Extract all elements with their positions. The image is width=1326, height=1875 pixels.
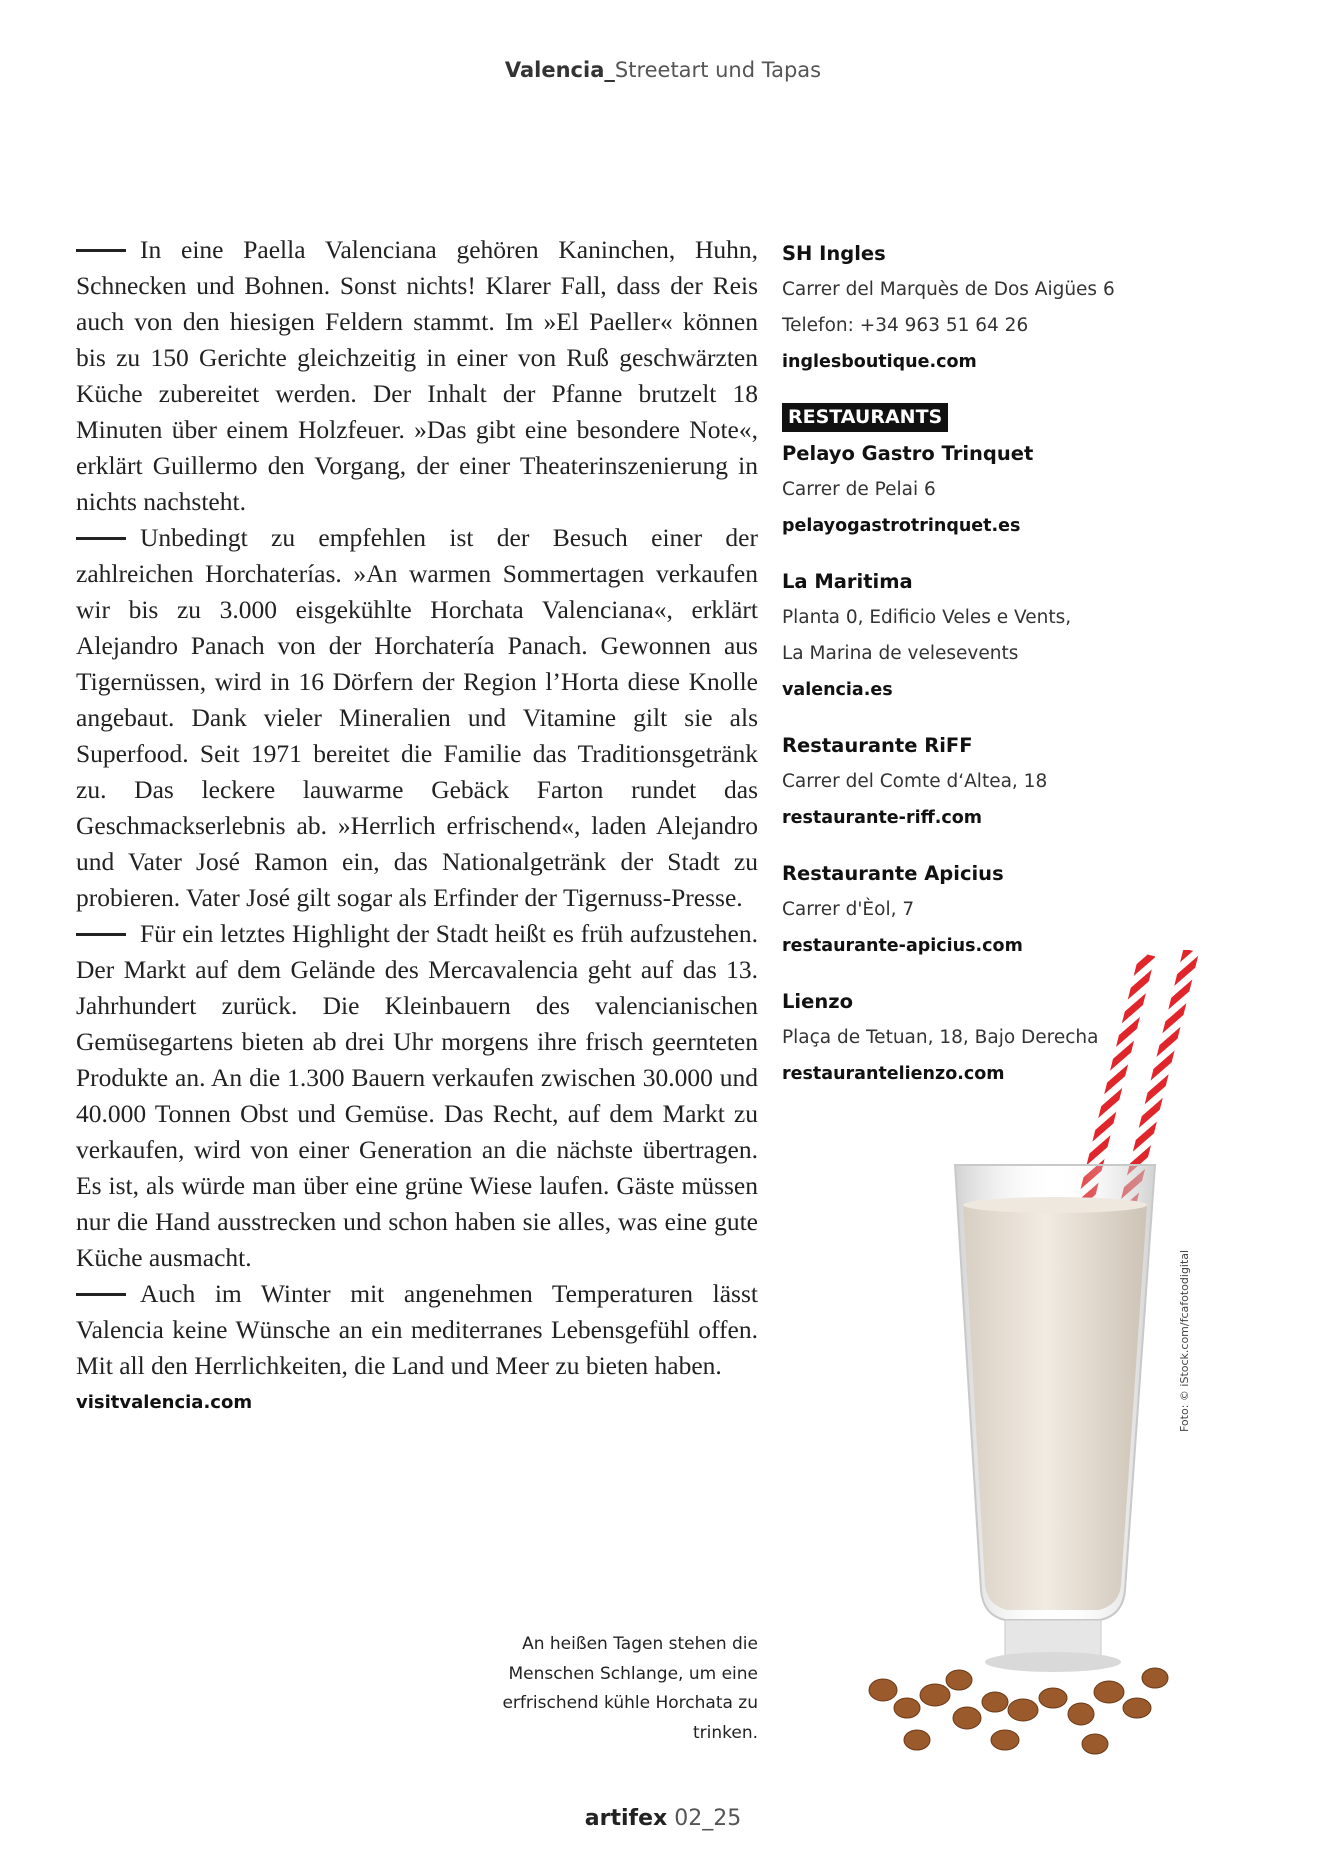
shop-link[interactable]: inglesboutique.com [782, 352, 977, 372]
shop-entry [782, 236, 1202, 380]
restaurant-link[interactable]: restaurantelienzo.com [782, 1064, 1005, 1084]
photo-credit: Foto: © iStock.com/fcafotodigital [1178, 1249, 1191, 1432]
restaurants-label: RESTAURANTS [782, 403, 948, 432]
restaurant-name: Restaurante RiFF [782, 734, 973, 757]
paragraph-dash [76, 537, 126, 540]
restaurant-link[interactable]: valencia.es [782, 680, 893, 700]
paragraph-dash [76, 933, 126, 936]
magazine-brand: artifex [584, 1806, 668, 1831]
restaurant-link[interactable]: restaurante-riff.com [782, 808, 983, 828]
restaurant-name: La Maritima [782, 570, 913, 593]
shop-address: Carrer del Marquès de Dos Aigües 6 [782, 279, 1115, 300]
photo-caption: An heißen Tagen stehen die Menschen Schlange, um eine erfrischend kühle Horchata zu trinken. [502, 1634, 758, 1743]
article-body [76, 232, 758, 1416]
shop-phone: Telefon: +34 963 51 64 26 [782, 315, 1029, 336]
restaurant-address: Planta 0, Edificio Veles e Vents, [782, 607, 1072, 628]
restaurant-address: Carrer d'Èol, 7 [782, 899, 915, 920]
restaurant-address: Plaça de Tetuan, 18, Bajo Derecha [782, 1027, 1099, 1048]
restaurant-link[interactable]: pelayogastrotrinquet.es [782, 516, 1021, 536]
article-link[interactable]: visitvalencia.com [76, 1392, 253, 1413]
page-footer [0, 1806, 1326, 1831]
restaurant-name: Pelayo Gastro Trinquet [782, 442, 1034, 465]
restaurant-entry [782, 436, 1202, 544]
restaurant-link[interactable]: restaurante-apicius.com [782, 936, 1023, 956]
restaurant-name: Restaurante Apicius [782, 862, 1004, 885]
page-header [0, 58, 1326, 82]
issue-number: 02_25 [667, 1806, 742, 1831]
shop-name: SH Ingles [782, 242, 886, 265]
tiger-nuts-icon [869, 1668, 1168, 1754]
restaurant-entry [782, 856, 1202, 964]
restaurant-address: Carrer del Comte d‘Altea, 18 [782, 771, 1048, 792]
header-section: Valencia_ [504, 58, 615, 82]
article-paragraph: Für ein letztes Highlight der Stadt heißt es früh aufzustehen. Der Markt auf dem Gelände des Mercavalencia geht auf das 13. Jahrhundert zurück. Die Kleinbauern des valencianischen Gemüsegartens bieten ab drei Uhr morgens ihre frisch geernteten Produkte an. An die 1.300 Bauern verkaufen zwischen 30.000 und 40.000 Tonnen Obst und Gemüse. Das Recht, auf dem Markt zu verkaufen, wird von einer Generation an die nächste übertragen. Es ist, als würde man über eine grüne Wiese laufen. Gäste müssen nur die Hand ausstrecken und schon haben sie alles, was eine gute Küche ausmacht. [76, 919, 758, 1272]
header-subtitle: Streetart und Tapas [614, 58, 822, 82]
restaurant-address: La Marina de velesevents [782, 643, 1019, 664]
article-paragraph: In eine Paella Valenciana gehören Kaninchen, Huhn, Schnecken und Bohnen. Sonst nichts! Klarer Fall, dass der Reis auch von den hiesigen Feldern stammt. Im »El Paeller« können bis zu 150 Gerichte gleichzeitig in einer von Ruß geschwärzten Küche zubereitet werden. Der Inhalt der Pfanne brutzelt 18 Minuten über einem Holzfeuer. »Das gibt eine besondere Note«, erklärt Guillermo den Vorgang, der einer Theaterinszenierung in nichts nachsteht. [76, 235, 758, 516]
restaurant-address: Carrer de Pelai 6 [782, 479, 936, 500]
paragraph-dash [76, 249, 126, 252]
paragraph-dash [76, 1293, 126, 1296]
restaurant-entry [782, 728, 1202, 836]
article-paragraph: Unbedingt zu empfehlen ist der Besuch einer der zahlreichen Horchaterías. »An warmen Sommertagen verkaufen wir bis zu 3.000 eisgekühlte Horchata Valenciana«, erklärt Alejandro Panach von der Horchatería Panach. Gewonnen aus Tigernüssen, wird in 16 Dörfern der Region l’Horta diese Knolle angebaut. Dank vieler Mineralien und Vitamine gilt sie als Superfood. Seit 1971 bereitet die Familie das Traditionsgetränk zu. Das leckere lauwarme Gebäck Farton rundet das Geschmackserlebnis ab. »Herrlich erfrischend«, laden Alejandro und Vater José Ramon ein, das Nationalgetränk der Stadt zu probieren. Vater José gilt sogar als Erfinder der Tigernuss-Presse. [76, 523, 758, 912]
article-paragraph: Auch im Winter mit angenehmen Temperaturen lässt Valencia keine Wünsche an ein mediterranes Lebensgefühl offen. Mit all den Herrlichkeiten, die Land und Meer zu bieten haben. [76, 1279, 758, 1380]
restaurant-entry [782, 564, 1202, 708]
restaurant-name: Lienzo [782, 990, 853, 1013]
